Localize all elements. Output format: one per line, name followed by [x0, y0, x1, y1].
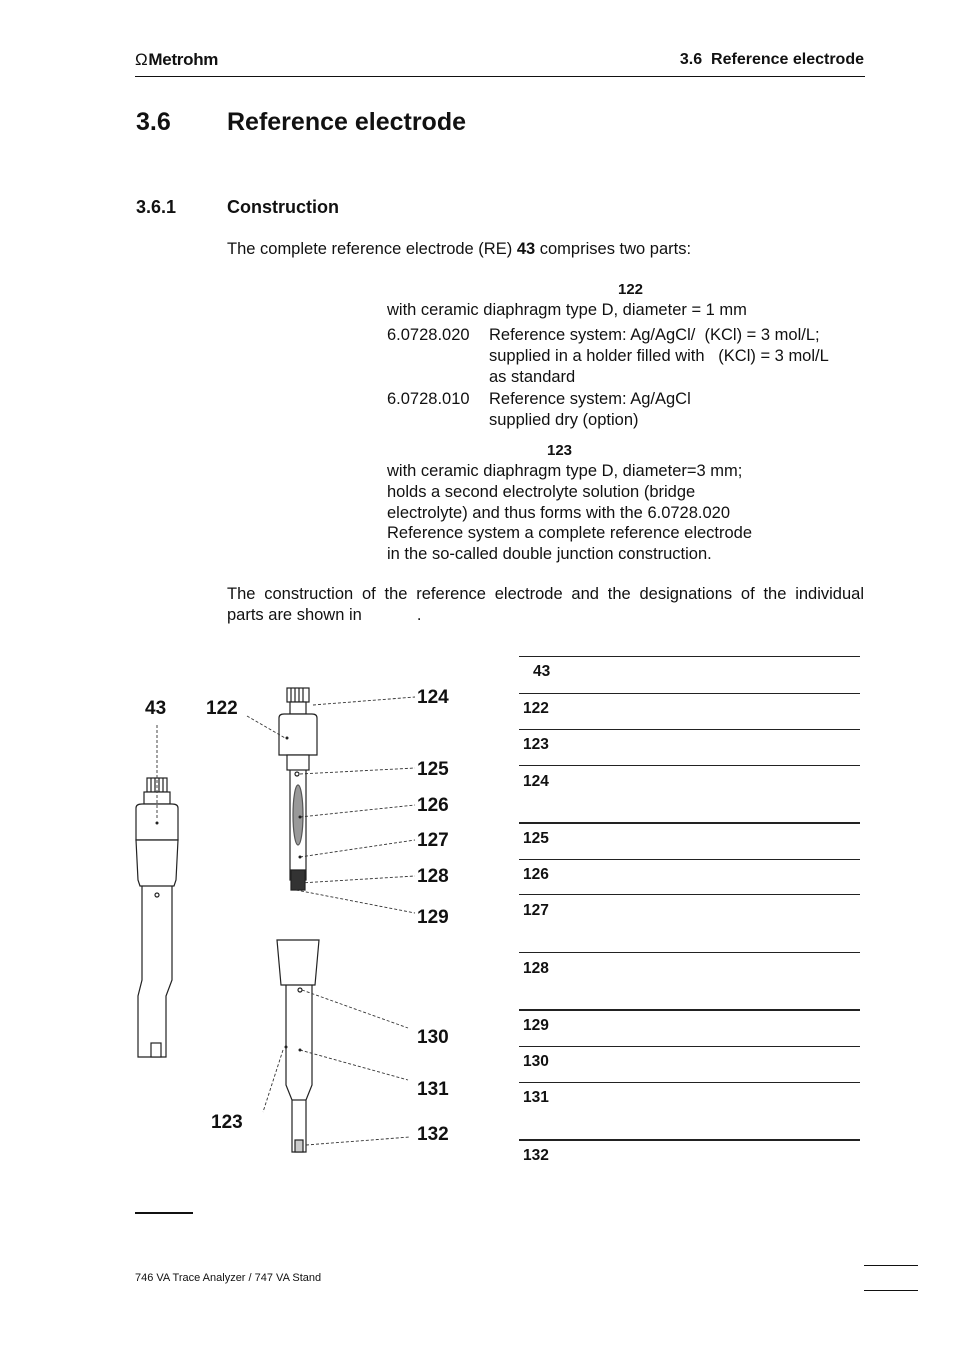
legend-rule [519, 656, 860, 657]
footer-text: 746 VA Trace Analyzer / 747 VA Stand [135, 1272, 322, 1284]
legend-number-131: 131 [523, 1089, 549, 1106]
legend-number-125: 125 [523, 830, 549, 847]
legend-number-132: 132 [523, 1147, 549, 1164]
header-rule [135, 76, 865, 77]
page-number-rule-top [864, 1265, 918, 1266]
logo-text: Metrohm [148, 50, 219, 69]
part1-option-1-line-2: supplied in a holder filled with (KCl) = 3 mol/L [489, 347, 829, 365]
reference-system-122-drawing [279, 688, 317, 890]
part1-option-2-line-2: supplied dry (option) [489, 411, 639, 429]
part2-line-2: holds a second electrolyte solution (bridge [387, 483, 696, 501]
footnote-rule [135, 1212, 193, 1214]
legend-number-122: 122 [523, 700, 549, 717]
subsection-title: Construction [227, 197, 339, 217]
legend-number-127: 127 [523, 902, 549, 919]
part2-number: 123 [547, 442, 573, 459]
part1-option-1-line-3: as standard [489, 368, 576, 386]
legend-number-128: 128 [523, 960, 549, 977]
intro-paragraph: The complete reference electrode (RE) 43 comprises two parts: [227, 240, 692, 258]
part2-line-3: electrolyte) and thus forms with the 6.0728.020 [387, 504, 731, 522]
part1-option-2-code: 6.0728.010 [387, 390, 470, 408]
page-number-rule-bottom [864, 1290, 918, 1291]
part1-number: 122 [618, 281, 644, 298]
figure-label-128: 128 [417, 866, 449, 887]
figure-label-126: 126 [417, 795, 449, 816]
part2-line-5: in the so-called double junction construction. [387, 545, 712, 563]
subsection-number: 3.6.1 [136, 197, 177, 217]
section-number: 3.6 [136, 108, 171, 136]
metrohm-logo [135, 50, 218, 70]
legend-rule [519, 1009, 860, 1011]
legend-number-130: 130 [523, 1053, 549, 1070]
intro-ref: 43 [516, 240, 536, 258]
part1-option-1-line-1: Reference system: Ag/AgCl/ (KCl) = 3 mol/L; [489, 326, 820, 344]
part2-line-1: with ceramic diaphragm type D, diameter=3 mm; [387, 462, 743, 480]
part2-line-4: Reference system a complete reference electrode [387, 524, 753, 542]
legend-rule [519, 765, 860, 766]
part1-desc: with ceramic diaphragm type D, diameter = 1 mm [387, 301, 747, 319]
construction-line-2: parts are shown in . [227, 606, 422, 624]
legend-rule [519, 952, 860, 953]
legend-rule [519, 693, 860, 694]
omega-icon: Ω [135, 50, 148, 69]
legend-number-126: 126 [523, 866, 549, 883]
figure-label-130: 130 [417, 1027, 449, 1048]
figure-label-131: 131 [417, 1079, 449, 1100]
figure-label-129: 129 [417, 907, 449, 928]
legend-number-43: 43 [533, 663, 551, 680]
section-title: Reference electrode [227, 108, 467, 136]
figure-label-132: 132 [417, 1124, 449, 1145]
legend-rule [519, 729, 860, 730]
part1-option-1-code: 6.0728.020 [387, 326, 470, 344]
legend-number-124: 124 [523, 773, 549, 790]
legend-rule [519, 822, 860, 824]
complete-electrode-43-drawing [136, 778, 178, 1057]
legend-rule [519, 1139, 860, 1141]
figure-label-123: 123 [211, 1112, 243, 1133]
legend-rule [519, 1046, 860, 1047]
legend-rule [519, 859, 860, 860]
figure-label-124: 124 [417, 687, 449, 708]
figure-label-125: 125 [417, 759, 449, 780]
figure-label-122: 122 [206, 698, 238, 719]
legend-rule [519, 1082, 860, 1083]
legend-number-123: 123 [523, 736, 549, 753]
figure-label-43: 43 [145, 698, 167, 719]
legend-rule [519, 894, 860, 895]
construction-line-1: The construction of the reference electrode and the designations of the individual [227, 585, 864, 603]
running-header: 3.6 Reference electrode [679, 51, 864, 68]
electrolyte-vessel-123-drawing [277, 940, 319, 1152]
legend-number-129: 129 [523, 1017, 549, 1034]
figure-label-127: 127 [417, 830, 449, 851]
part1-option-2-line-1: Reference system: Ag/AgCl [489, 390, 691, 408]
